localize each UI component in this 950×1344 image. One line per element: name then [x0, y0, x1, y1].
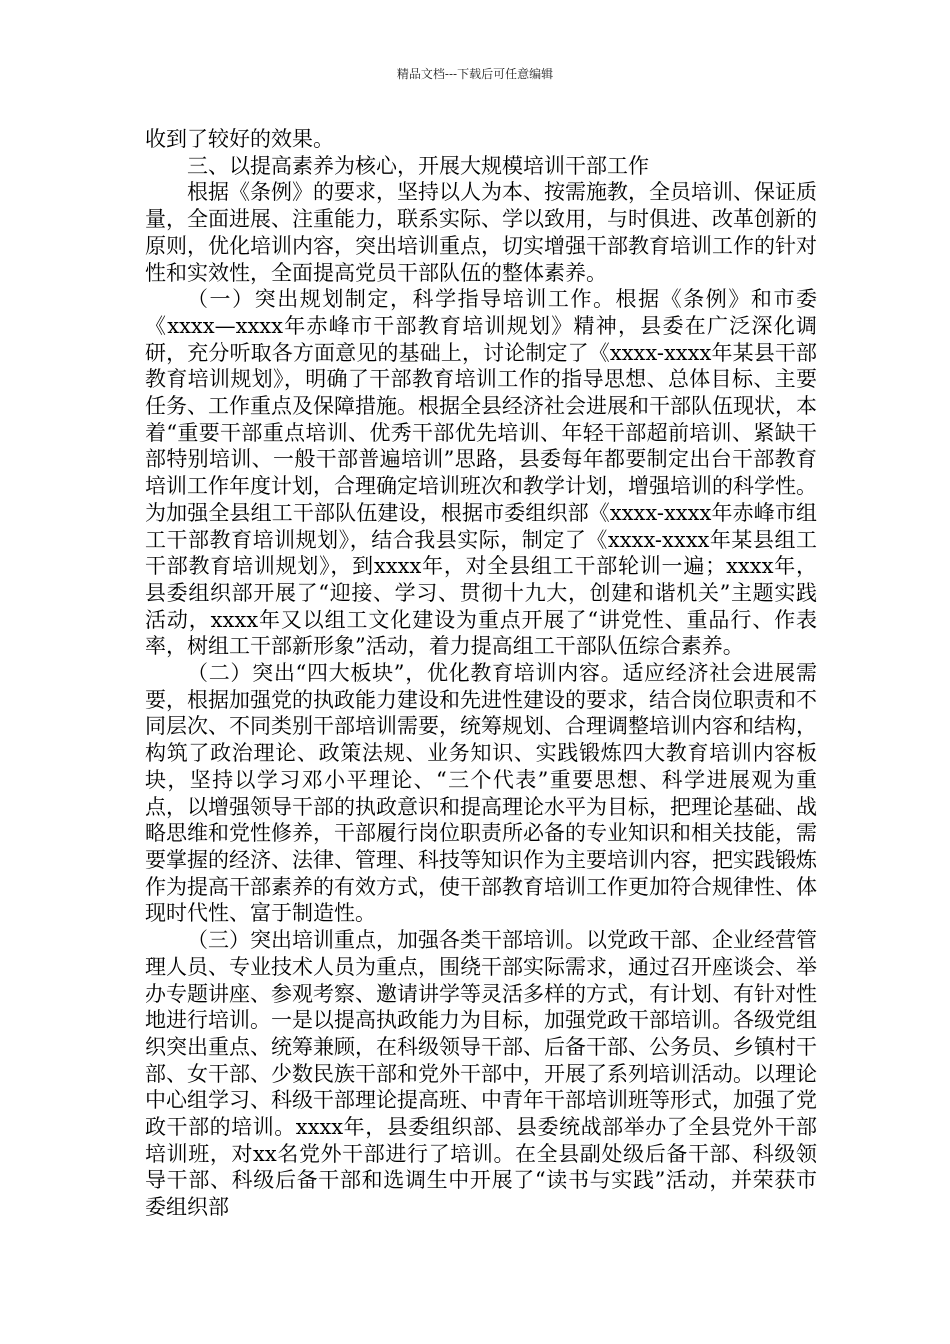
paragraph-training-focus: （三）突出培训重点，加强各类干部培训。以党政干部、企业经营管理人员、专业技术人员为重点，围绕干部实际需求，通过召开座谈会、举办专题讲座、参观考察、邀请讲学等灵活多样的方式，有计划、有针对性地进行培训。一是以提高执政能力为目标，加强党政干部培训。各级党组织突出重点、统筹兼顾，在科级领导干部、后备干部、公务员、乡镇村干部、女干部、少数民族干部和党外干部中，开展了系列培训活动。以理论中心组学习、科级干部理论提高班、中青年干部培训班等形式，加强了党政干部的培训。xxxx年，县委组织部、县委统战部举办了全县党外干部培训班，对xx名党外干部进行了培训。在全县副处级后备干部、科级领导干部、科级后备干部和选调生中开展了“读书与实践”活动，并荣获市委组织部 — [145, 928, 817, 1220]
paragraph-continuation: 收到了较好的效果。 — [145, 127, 334, 151]
paragraph-planning: （一）突出规划制定，科学指导培训工作。根据《条例》和市委《xxxx—xxxx年赤峰市干部教育培训规划》精神，县委在广泛深化调研，充分听取各方面意见的基础上，讨论制定了《xxxx-xxxx年某县干部教育培训规划》，明确了干部教育培训工作的指导思想、总体目标、主要任务、工作重点及保障措施。根据全县经济社会进展和干部队伍现状，本着“重要干部重点培训、优秀干部优先培训、年轻干部超前培训、紧缺干部特别培训、一般干部普遍培训”思路，县委每年都要制定出台干部教育培训工作年度计划，合理确定培训班次和教学计划，增强培训的科学性。为加强全县组工干部队伍建设，根据市委组织部《xxxx-xxxx年赤峰市组工干部教育培训规划》，结合我县实际，制定了《xxxx-xxxx年某县组工干部教育培训规划》，到xxxx年，对全县组工干部轮训一遍；xxxx年，县委组织部开展了“迎接、学习、贯彻十九大，创建和谐机关”主题实践活动，xxxx年又以组工文化建设为重点开展了“讲党性、重品行、作表率，树组工干部新形象”活动，着力提高组工干部队伍综合素养。 — [145, 287, 817, 659]
paragraph-content-blocks: （二）突出“四大板块”，优化教育培训内容。适应经济社会进展需要，根据加强党的执政能力建设和先进性建设的要求，结合岗位职责和不同层次、不同类别干部培训需要，统筹规划、合理调整培训内容和结构，构筑了政治理论、政策法规、业务知识、实践锻炼四大教育培训内容板块，坚持以学习邓小平理论、“三个代表”重要思想、科学进展观为重点，以增强领导干部的执政意识和提高理论水平为目标，把理论基础、战略思维和党性修养，干部履行岗位职责所必备的专业知识和相关技能，需要掌握的经济、法律、管理、科技等知识作为主要培训内容，把实践锻炼作为提高干部素养的有效方式，使干部教育培训工作更加符合规律性、体现时代性、富于制造性。 — [145, 661, 817, 926]
section-heading: 三、以提高素养为核心，开展大规模培训干部工作 — [187, 153, 649, 178]
paragraph-intro: 根据《条例》的要求，坚持以人为本、按需施教，全员培训、保证质量，全面进展、注重能力，联系实际、学以致用，与时俱进、改革创新的原则，优化培训内容，突出培训重点，切实增强干部教育培训工作的针对性和实效性，全面提高党员干部队伍的整体素养。 — [145, 180, 817, 285]
document-body — [145, 126, 817, 1221]
page-header: 精品文档---下载后可任意编辑 — [396, 67, 554, 81]
